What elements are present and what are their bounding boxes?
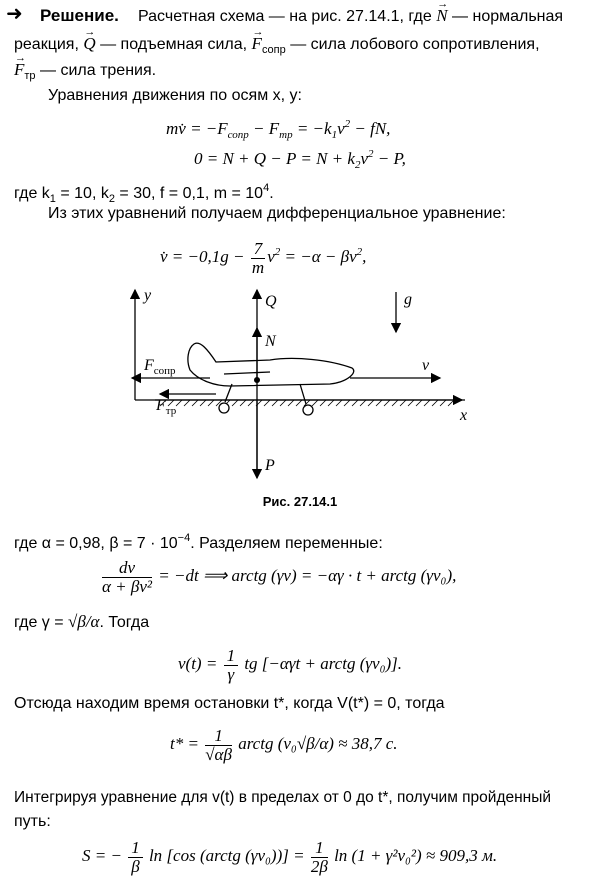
- eq2-exp: 2: [367, 148, 374, 160]
- motion-eq-title: Уравнения движения по осям x, y:: [48, 87, 302, 104]
- eq1-exp: 2: [344, 118, 351, 130]
- center-of-mass: [254, 377, 260, 383]
- vector-N: → N: [436, 6, 447, 26]
- eq2-part-c: − P,: [373, 149, 406, 168]
- eq1-k: 1: [331, 129, 338, 141]
- diff-eq-title: Из этих уравнений получаем дифференциальное уравнение:: [48, 205, 506, 222]
- params-k2: 2: [108, 193, 115, 205]
- figure-caption: Рис. 27.14.1: [262, 494, 338, 509]
- S-equation: [82, 836, 497, 876]
- figure-27-14-1: [120, 282, 480, 482]
- integrate-line-2: путь:: [14, 813, 51, 830]
- eq2-part-b: v: [360, 149, 368, 168]
- y-axis-label: y: [144, 287, 152, 304]
- S-a: S = −: [82, 846, 122, 865]
- solution-arrow-icon: ➜: [6, 3, 23, 25]
- label-P: P: [265, 457, 275, 474]
- S-frac-1: [128, 839, 143, 876]
- tstar-den: √αβ: [205, 744, 232, 764]
- eq1-part-d: v: [337, 119, 345, 138]
- intro-text-6: — сила трения.: [40, 62, 157, 79]
- vt-equation: [178, 644, 402, 684]
- diffeq-exp: 2: [274, 246, 281, 258]
- intro-text-5: — сила лобового сопротивления,: [290, 36, 540, 53]
- eq1-sub2: тр: [279, 129, 293, 141]
- intro-text-2: — нормальная: [452, 8, 564, 25]
- tstar-equation: [170, 724, 398, 764]
- solution-heading: Решение.: [40, 6, 119, 25]
- equation-2: [194, 144, 406, 175]
- intro-text-3: реакция,: [14, 36, 79, 53]
- stop-text: Отсюда находим время остановки t*, когда V(t*) = 0, тогда: [14, 695, 445, 712]
- eq1-part-b: − F: [248, 119, 280, 138]
- diffeq-c: = −α − βv: [280, 247, 357, 266]
- eq2-part: 0 = N + Q − P = N + k: [194, 149, 355, 168]
- params-a: где k: [14, 185, 50, 202]
- params-k1: 1: [49, 193, 56, 205]
- vector-Fsopr: → F: [252, 34, 262, 54]
- alpha-beta-line: [14, 528, 383, 554]
- S-frac-2: [311, 839, 328, 876]
- intro-line-1: [138, 6, 563, 27]
- label-Fsopr-main: F: [144, 357, 154, 374]
- gamma-a: где γ =: [14, 614, 69, 631]
- intro-line-2: [14, 34, 540, 60]
- vt-a: v(t) =: [178, 654, 218, 673]
- label-Ftr-main: F: [156, 397, 166, 414]
- vt-b: tg [−αγt + arctg (γv₀)].: [244, 654, 403, 673]
- vt-num: 1: [224, 647, 239, 666]
- diffeq-a: v̇ = −0,1g −: [160, 247, 245, 266]
- S-num1: 1: [128, 839, 143, 858]
- sep-rest: = −dt ⟹ arctg (γv) = −αγ · t + arctg (γv₀),: [154, 566, 457, 585]
- diffeq-frac: [251, 240, 266, 277]
- equation-1: [166, 114, 390, 145]
- integrate-line-1: Интегрируя уравнение для v(t) в пределах от 0 до t*, получим пройденный: [14, 789, 552, 806]
- sub-tr: тр: [24, 70, 36, 82]
- vt-den: γ: [227, 664, 235, 684]
- alpha-beta-exp: −4: [177, 532, 191, 544]
- tstar-a: t* =: [170, 734, 199, 753]
- params-exp: 4: [263, 182, 270, 194]
- params-d: .: [269, 185, 274, 202]
- eq1-part-c: = −k: [292, 119, 332, 138]
- intro-line-3: [14, 60, 156, 86]
- eq1-part-e: − fN,: [350, 119, 391, 138]
- intro-text-4: — подъемная сила,: [100, 36, 248, 53]
- tstar-c: (v₀√β/α) ≈ 38,7 с.: [277, 734, 398, 753]
- params-b: = 10, k: [55, 185, 109, 202]
- eq2-k: 2: [354, 159, 361, 171]
- diffeq-d: ,: [362, 247, 367, 266]
- airplane: [188, 343, 354, 415]
- S-den1: β: [131, 856, 140, 876]
- label-Ftr-sub: тр: [165, 405, 177, 417]
- sep-den: α + βv²: [102, 576, 153, 596]
- eq1-part: mv̇ = −F: [166, 119, 228, 138]
- label-Fsopr-sub: сопр: [153, 365, 176, 377]
- label-N: N: [265, 333, 276, 350]
- S-den2: 2β: [310, 856, 328, 876]
- vector-Q: → Q: [83, 34, 95, 54]
- diffeq-den: m: [251, 257, 265, 277]
- diff-equation: [160, 232, 366, 277]
- x-axis-label: x: [460, 407, 468, 424]
- label-Q: Q: [265, 293, 277, 310]
- sep-num: dv: [102, 559, 152, 578]
- params-c: = 30, f = 0,1, m = 10: [114, 185, 264, 202]
- label-Fsopr: [143, 357, 176, 377]
- tstar-frac: [205, 727, 232, 764]
- sub-sopr: сопр: [261, 44, 286, 56]
- diffeq-num: 7: [251, 240, 266, 259]
- vt-frac: [224, 647, 239, 684]
- separated-equation: [100, 556, 456, 596]
- gamma-c: . Тогда: [99, 614, 150, 631]
- label-g: g: [404, 291, 412, 308]
- diffeq-exp2: 2: [356, 246, 363, 258]
- S-num2: 1: [311, 839, 328, 858]
- gamma-b: √β/α: [68, 612, 100, 631]
- diffeq-b: v: [267, 247, 275, 266]
- tstar-b: arctg: [238, 734, 274, 753]
- alpha-beta-b: . Разделяем переменные:: [190, 535, 383, 552]
- alpha-beta-a: где α = 0,98, β = 7 · 10: [14, 535, 178, 552]
- vector-Ftr: → F: [14, 60, 24, 80]
- eq1-sub: сопр: [227, 129, 249, 141]
- label-v: v: [422, 357, 430, 374]
- intro-text-1: Расчетная схема — на рис. 27.14.1, где: [138, 8, 432, 25]
- tstar-num: 1: [205, 727, 232, 746]
- S-c: ln (1 + γ²v₀²) ≈ 909,3 м.: [334, 846, 498, 865]
- sep-frac: [102, 559, 152, 596]
- gamma-line: [14, 612, 149, 633]
- S-b: ln [cos (arctg (γv₀))] =: [148, 846, 305, 865]
